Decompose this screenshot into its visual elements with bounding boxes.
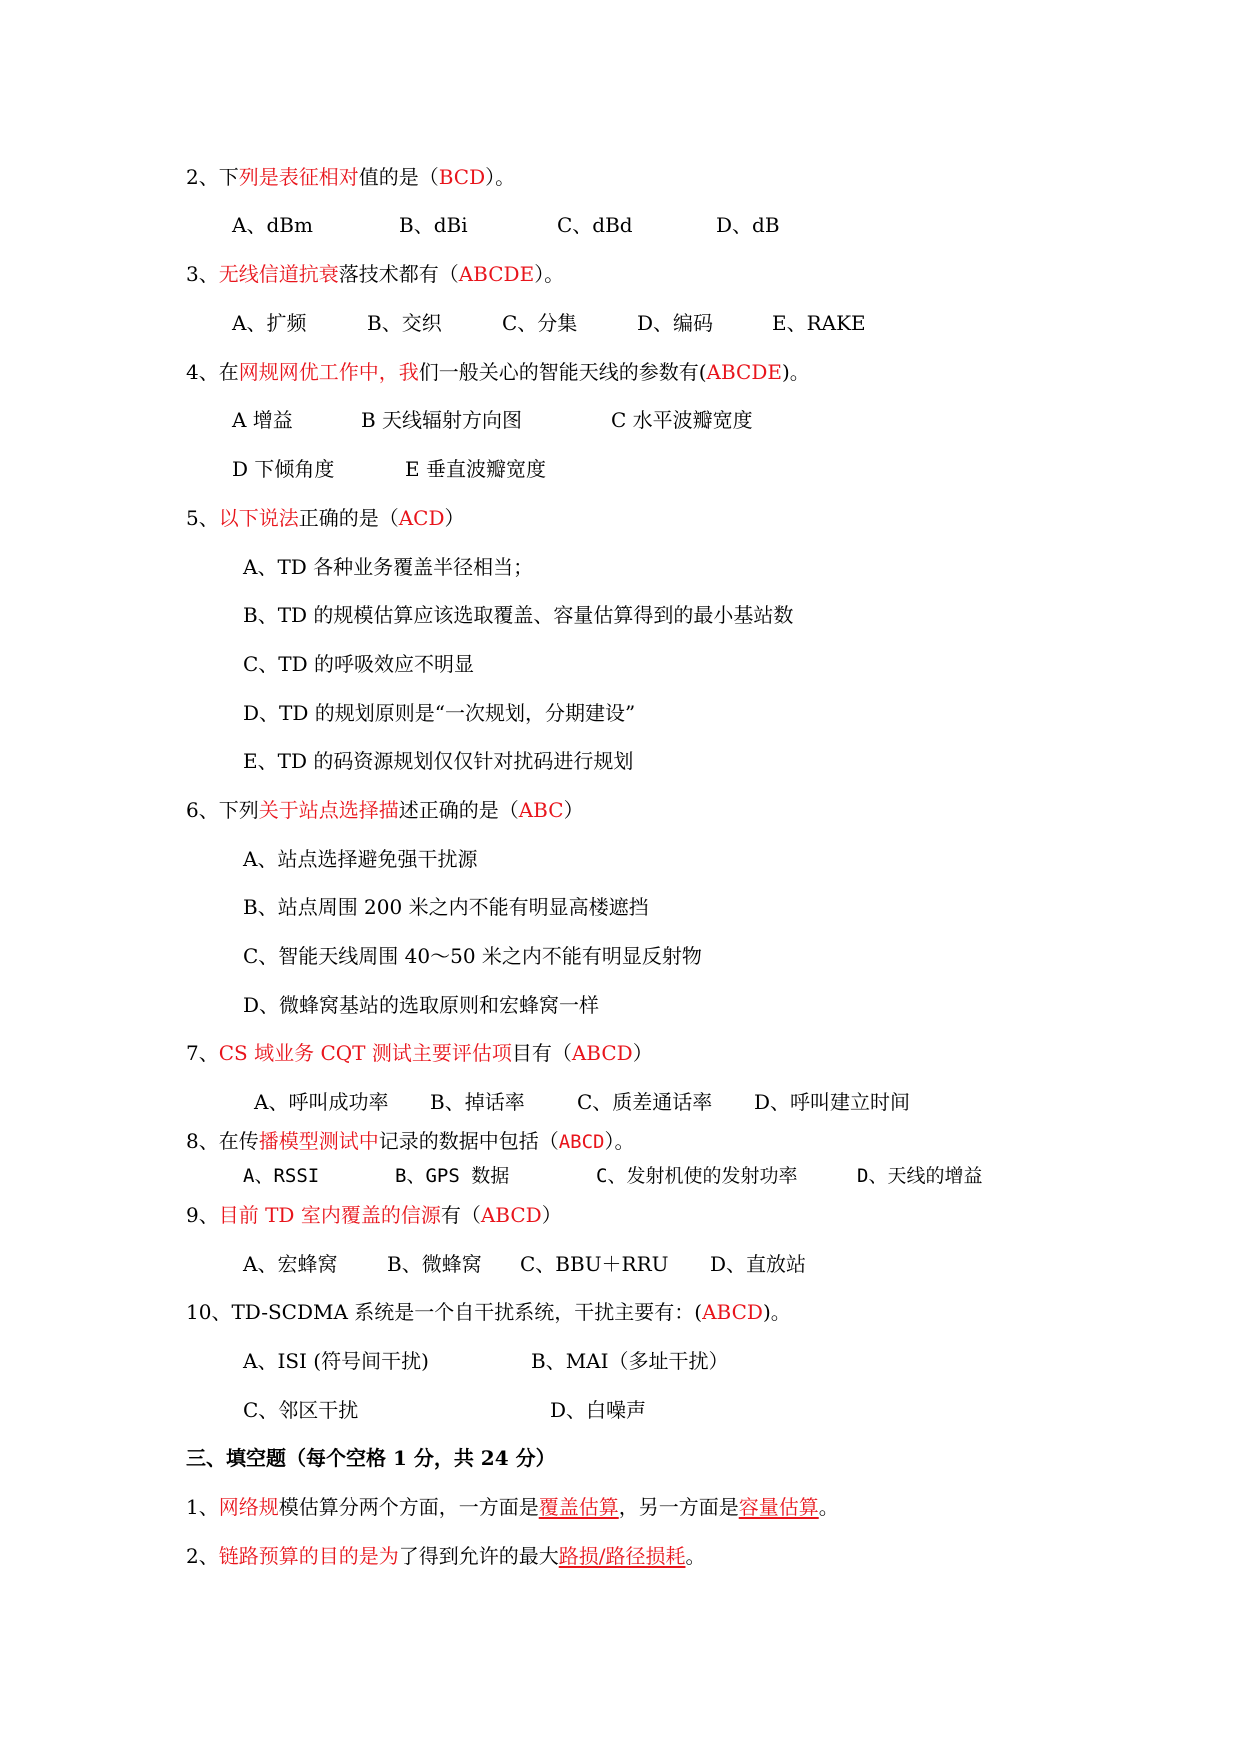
line-q9 xyxy=(186,1202,562,1228)
question-text: C、智能天线周围 40～50 米之内不能有明显反射物 xyxy=(243,944,702,968)
question-text: 。 xyxy=(818,1495,839,1519)
question-text: 记录的数据中包括（ xyxy=(378,1129,559,1153)
answer-text: 网络规 xyxy=(218,1495,279,1519)
question-text: 目有（ xyxy=(511,1041,572,1065)
answer-option: B、微蜂窝 xyxy=(387,1252,482,1276)
answer-option: B、GPS 数据 xyxy=(395,1165,510,1187)
question-text: ） xyxy=(563,798,584,822)
question-text: 了得到允许的最大 xyxy=(398,1544,559,1568)
line-q6c xyxy=(243,943,702,969)
question-text: 7、 xyxy=(186,1041,219,1065)
question-text: )。 xyxy=(762,1300,791,1324)
answer-option: C、发射机使的发射功率 xyxy=(596,1165,798,1187)
question-text: ） xyxy=(632,1041,653,1065)
answer-text: 以下说法 xyxy=(218,506,299,530)
answer-text: 链路预算的目的是为 xyxy=(218,1544,399,1568)
question-text: 3、 xyxy=(186,262,219,286)
answer-text: ABCDE xyxy=(706,360,782,384)
answer-option: B、MAI（多址干扰） xyxy=(531,1349,729,1373)
question-text: 落技术都有（ xyxy=(338,262,459,286)
answer-text: 关于站点选择描 xyxy=(258,798,399,822)
answer-text: BCD xyxy=(438,165,486,189)
question-text: ）。 xyxy=(604,1129,635,1153)
answer-option: C 水平波瓣宽度 xyxy=(611,408,753,432)
question-text: B、站点周围 200 米之内不能有明显高楼遮挡 xyxy=(243,895,649,919)
question-text: B、TD 的规模估算应该选取覆盖、容量估算得到的最小基站数 xyxy=(243,603,794,627)
answer-text: 覆盖估算 xyxy=(538,1495,619,1519)
answer-option: C、BBU＋RRU xyxy=(520,1252,669,1276)
answer-option: B、dBi xyxy=(399,213,468,237)
answer-text: ACD xyxy=(398,506,445,530)
answer-text: ABCD xyxy=(702,1300,763,1324)
answer-option: E、RAKE xyxy=(772,311,866,335)
answer-text: 列是表征相对 xyxy=(238,165,359,189)
line-f1 xyxy=(186,1494,839,1520)
answer-option: D、天线的增益 xyxy=(857,1165,983,1187)
question-text: 们一般关心的智能天线的参数有( xyxy=(418,360,707,384)
answer-text: ABCD xyxy=(558,1131,605,1153)
answer-option: C、分集 xyxy=(502,311,578,335)
line-q6 xyxy=(186,797,584,823)
answer-option: B、掉话率 xyxy=(430,1090,525,1114)
line-q5 xyxy=(186,505,465,531)
line-q10 xyxy=(186,1299,791,1325)
question-text: 三、填空题（每个空格 1 分，共 24 分） xyxy=(186,1446,556,1470)
question-text: 5、 xyxy=(186,506,219,530)
line-q5e xyxy=(243,748,633,774)
question-text: D、TD 的规划原则是“一次规划，分期建设” xyxy=(243,701,636,725)
answer-text: 路损/路径损耗 xyxy=(558,1544,686,1568)
answer-text: ABCD xyxy=(480,1203,542,1227)
line-q5b xyxy=(243,602,793,628)
answer-option: A、RSSI xyxy=(243,1165,320,1187)
answer-text: ABC xyxy=(518,798,564,822)
question-text: A、站点选择避免强干扰源 xyxy=(243,847,478,871)
answer-option: D、呼叫建立时间 xyxy=(754,1090,911,1114)
answer-option: C、质差通话率 xyxy=(577,1090,713,1114)
question-text: 1、 xyxy=(186,1495,219,1519)
question-text: 4、在 xyxy=(186,360,239,384)
answer-option: B 天线辐射方向图 xyxy=(361,408,523,432)
question-text: 正确的是（ xyxy=(298,506,399,530)
answer-text: ABCD xyxy=(571,1041,633,1065)
question-text: 2、下 xyxy=(186,165,239,189)
question-text: C、TD 的呼吸效应不明显 xyxy=(243,652,475,676)
question-text: 值的是（ xyxy=(358,165,439,189)
line-q6d xyxy=(243,992,599,1018)
question-text: A、TD 各种业务覆盖半径相当； xyxy=(243,555,534,579)
question-text: 2、 xyxy=(186,1544,219,1568)
answer-option: A、扩频 xyxy=(232,311,307,335)
question-text: ） xyxy=(541,1203,562,1227)
answer-option: E 垂直波瓣宽度 xyxy=(405,457,546,481)
question-text: ，另一方面是 xyxy=(618,1495,739,1519)
line-q6a xyxy=(243,846,477,872)
answer-text: 目前 TD 室内覆盖的信源 xyxy=(218,1203,441,1227)
question-text: ）。 xyxy=(485,165,516,189)
question-text: )。 xyxy=(782,360,810,384)
question-text: 有（ xyxy=(440,1203,481,1227)
line-q4 xyxy=(186,359,810,385)
question-text: 。 xyxy=(685,1544,706,1568)
answer-option: C、邻区干扰 xyxy=(243,1398,359,1422)
answer-option: A、呼叫成功率 xyxy=(254,1090,389,1114)
question-text: E、TD 的码资源规划仅仅针对扰码进行规划 xyxy=(243,749,634,773)
line-q5d xyxy=(243,700,635,726)
answer-text: 网规网优工作中，我 xyxy=(238,360,419,384)
question-text: 8、在传 xyxy=(186,1129,259,1153)
line-f2 xyxy=(186,1543,705,1569)
answer-option: D 下倾角度 xyxy=(232,457,335,481)
answer-option: A、ISI (符号间干扰) xyxy=(243,1349,429,1373)
answer-option: A、宏蜂窝 xyxy=(243,1252,338,1276)
line-q5a xyxy=(243,554,533,580)
line-q2 xyxy=(186,164,515,190)
answer-option: B、交织 xyxy=(367,311,442,335)
answer-option: D、dB xyxy=(716,213,780,237)
question-text: 模估算分两个方面，一方面是 xyxy=(278,1495,539,1519)
answer-option: D、直放站 xyxy=(710,1252,807,1276)
question-text: 10、TD-SCDMA 系统是一个自干扰系统，干扰主要有：( xyxy=(186,1300,703,1324)
line-q6b xyxy=(243,894,649,920)
question-text: D、微蜂窝基站的选取原则和宏蜂窝一样 xyxy=(243,993,600,1017)
question-text: 述正确的是（ xyxy=(398,798,519,822)
question-text: ） xyxy=(444,506,465,530)
answer-text: CS 域业务 CQT 测试主要评估项 xyxy=(218,1041,512,1065)
line-sec3 xyxy=(186,1445,556,1471)
question-text: ）。 xyxy=(534,262,565,286)
answer-text: 无线信道抗衰 xyxy=(218,262,339,286)
answer-text: 容量估算 xyxy=(738,1495,819,1519)
answer-option: A、dBm xyxy=(232,213,313,237)
answer-option: D、编码 xyxy=(637,311,714,335)
line-q7 xyxy=(186,1040,653,1066)
answer-option: A 增益 xyxy=(232,408,293,432)
answer-option: D、白噪声 xyxy=(550,1398,647,1422)
question-text: 6、下列 xyxy=(186,798,259,822)
answer-text: ABCDE xyxy=(458,262,535,286)
answer-text: 播模型测试中 xyxy=(258,1129,379,1153)
question-text: 9、 xyxy=(186,1203,219,1227)
line-q3 xyxy=(186,261,564,287)
line-q5c xyxy=(243,651,474,677)
line-q8 xyxy=(186,1128,635,1155)
answer-option: C、dBd xyxy=(557,213,633,237)
